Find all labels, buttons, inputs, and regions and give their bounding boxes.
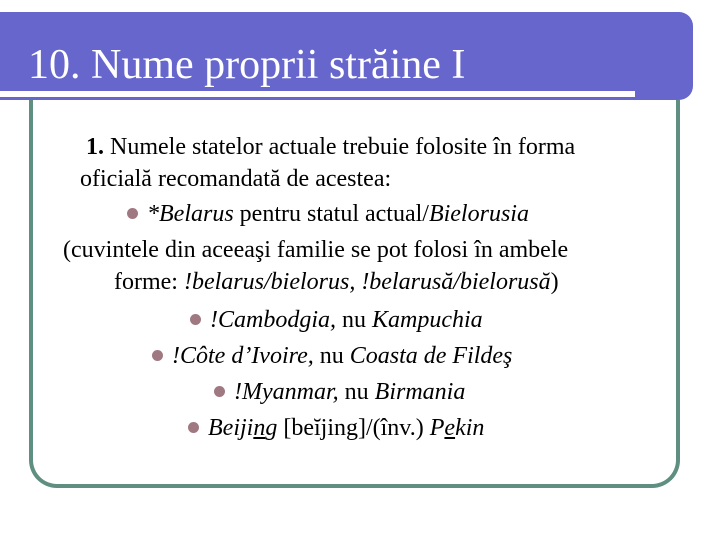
rule-line-1 (86, 135, 575, 159)
cambodgia-separator: nu (336, 307, 372, 333)
cote-name: !Côte d’Ivoire, (172, 343, 314, 369)
bullet-icon (152, 350, 163, 361)
belarus-name: *Belarus (147, 201, 234, 227)
beijing-pronunciation: [beĭjing]/(înv.) (277, 415, 430, 441)
belarus-middle: pentru statul actual/ (233, 201, 429, 227)
belarus-note-line-2 (114, 270, 559, 294)
cambodgia-old-name: Kampuchia (372, 307, 483, 333)
myanmar-item (214, 380, 465, 404)
cote-old-name: Coasta de Fildeş (349, 343, 513, 369)
bullet-icon (127, 208, 138, 219)
beijing-name: Beijing (208, 415, 278, 441)
bullet-icon (190, 314, 201, 325)
slide-title: 10. Nume proprii străine I (28, 42, 466, 88)
beijing-old-name: Pekin (429, 415, 485, 441)
cote-item (152, 344, 512, 368)
belarus-note-forms: !belarus/bielorus, !belarusă/bielorusă (183, 269, 551, 295)
myanmar-old-name: Birmania (374, 379, 466, 405)
belarus-old-name: Bielorusia (428, 201, 529, 227)
belarus-note-prefix: forme: (114, 269, 184, 295)
bullet-icon (188, 422, 199, 433)
rule-line-2: oficială recomandată de acestea: (80, 166, 392, 192)
rule-number: 1. (86, 134, 104, 160)
title-underline (0, 91, 635, 97)
cambodgia-name: !Cambodgia, (210, 307, 336, 333)
myanmar-name: !Myanmar, (234, 379, 339, 405)
cambodgia-item (190, 308, 483, 332)
rule-text-1: Numele statelor actuale trebuie folosite în forma (104, 134, 576, 160)
myanmar-separator: nu (338, 379, 375, 405)
title-bar (0, 12, 693, 100)
belarus-note-line-1: (cuvintele din aceeaşi familie se pot folosi în ambele (63, 237, 569, 263)
belarus-item (127, 202, 529, 226)
beijing-item (188, 416, 484, 440)
bullet-icon (214, 386, 225, 397)
belarus-note-suffix: ) (550, 269, 559, 295)
cote-separator: nu (313, 343, 350, 369)
